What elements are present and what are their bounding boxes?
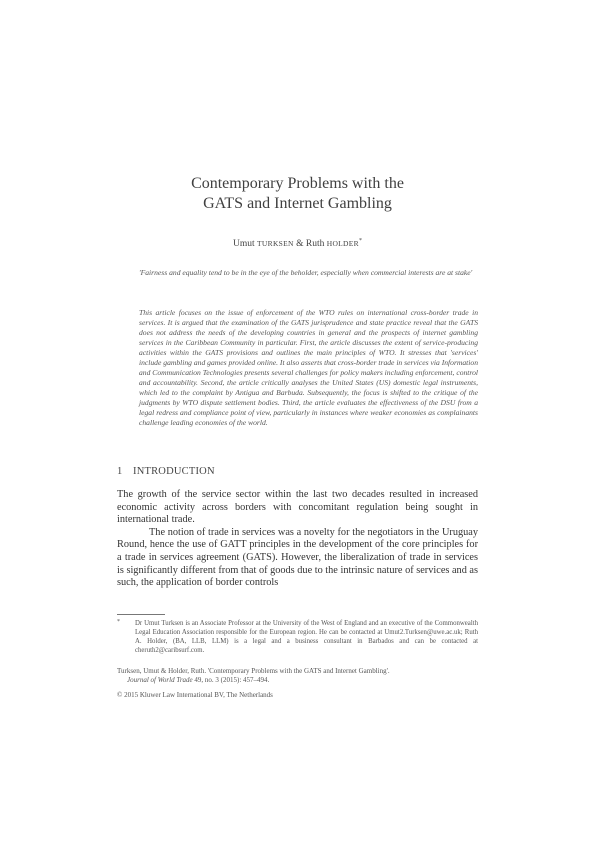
section-number: 1: [117, 466, 123, 477]
abstract: This article focuses on the issue of enforcement of the WTO rules on international cross-border trade in services. It is argued that the examination of the GATS jurisprudence and state practice reveal that the GATS does not address the needs of the developing countries in general and the prospects of internet gambling services in the Caribbean Community in particular. First, the article discusses the extent of service-producing activities within the GATS provisions and outlines the main principles of WTO. It stresses that 'services' include gambling and games provided online. It also asserts that cross-border trade in services via Information and Communication Technologies presents several challenges for policy makers including enforcement, control and accountability. Second, the article critically analyses the United States (US) domestic legal instruments, which led to the complaint by Antigua and Barbuda. Subsequently, the focus is shifted to the critique of the judgments by WTO dispute settlement bodies. Third, the article evaluates the effectiveness of the DSU from a legal redress and compliance point of view, particularly in instances where weaker economies as complainants challenge leading economies of the world.: [139, 308, 478, 427]
copyright-notice: © 2015 Kluwer Law International BV, The Netherlands: [117, 691, 273, 699]
footnote-text: Dr Umut Turksen is an Associate Professor at the University of the West of England and an executive of the Commonwealth Legal Education Association responsible for the European region. He can be contacted at Umut2.Turksen@uwe.ac.uk; Ruth A. Holder, (BA, LLB, LLM) is a legal and a business consultant in Barbados and can be contacted at cheruth2@caribsurf.com.: [135, 620, 478, 654]
author-line: [0, 238, 595, 249]
title-line-2: GATS and Internet Gambling: [203, 195, 392, 212]
body-text: [117, 489, 478, 590]
footnote-divider: [117, 614, 165, 615]
journal-name: Journal of World Trade: [127, 676, 193, 684]
citation-line-1: Turksen, Umut & Holder, Ruth. 'Contemporary Problems with the GATS and Internet Gambling'.: [117, 667, 390, 675]
article-title: [100, 174, 495, 214]
body-paragraph: The growth of the service sector within the last two decades resulted in increased economic activity across borders with concomitant regulation being sought in international trade.: [117, 489, 478, 526]
epigraph-quote: 'Fairness and equality tend to be in the eye of the beholder, especially when commercial interests are at stake': [139, 268, 473, 277]
author-1-given-name: Umut: [233, 239, 258, 249]
section-title: INTRODUCTION: [133, 466, 215, 477]
citation-line-2: [117, 676, 478, 685]
citation-details: 49, no. 3 (2015): 457–494.: [192, 676, 270, 684]
author-1-surname: TURKSEN: [257, 239, 294, 248]
title-line-1: Contemporary Problems with the: [191, 175, 404, 192]
author-2-surname: HOLDER: [326, 239, 359, 248]
footnote-marker: *: [117, 619, 120, 625]
section-heading: [117, 466, 215, 477]
author-2-given-name: Ruth: [305, 239, 327, 249]
body-paragraph: The notion of trade in services was a novelty for the negotiators in the Uruguay Round, hence the use of GATT principles in the development of the core principles for a trade in services agreement (GATS). However, the liberalization of trade in services is significantly different from that of goods due to the intrinsic nature of services and as such, the application of border controls: [117, 526, 478, 589]
citation-block: [117, 667, 478, 685]
author-separator: &: [293, 239, 306, 249]
author-footnote-marker[interactable]: *: [358, 238, 362, 244]
footnote: [117, 619, 478, 655]
